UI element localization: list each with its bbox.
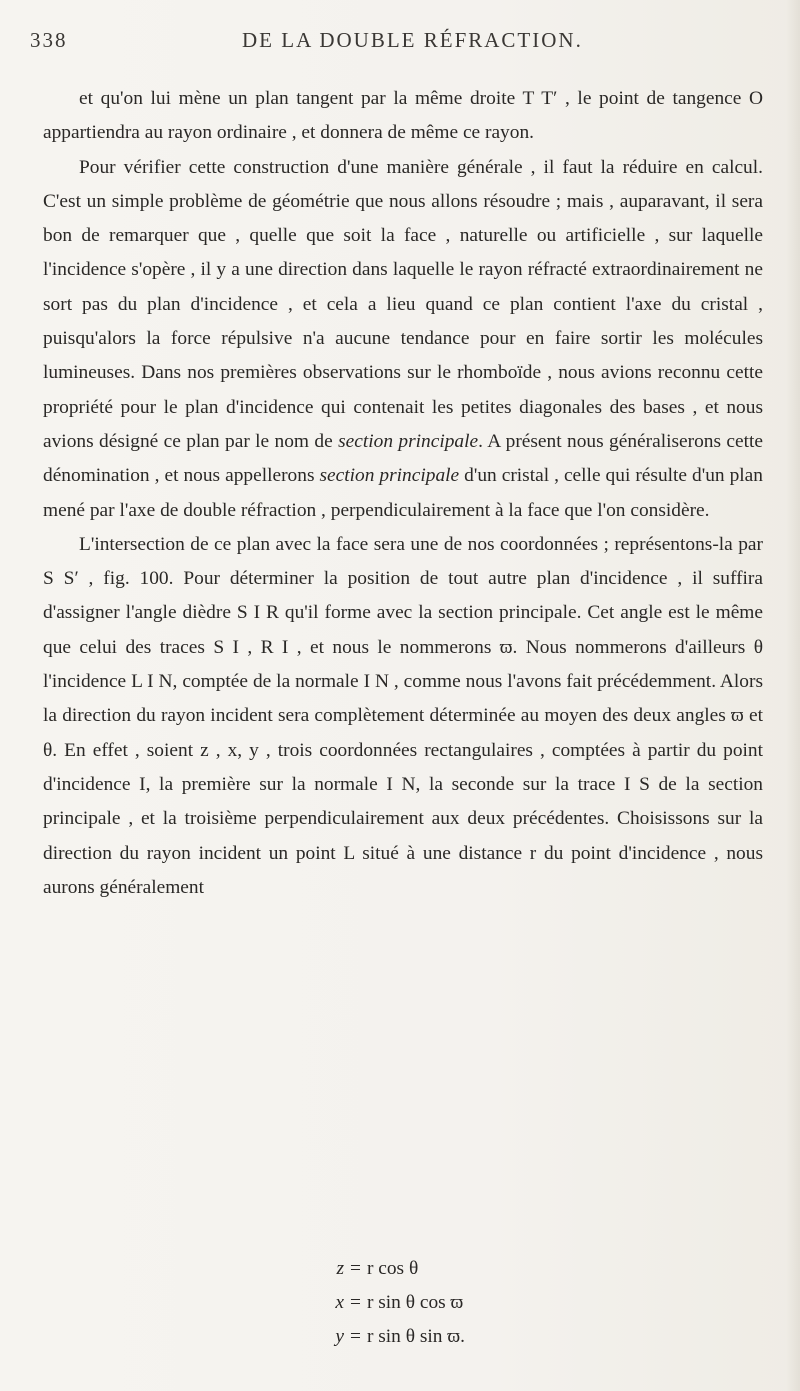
- equation-y: [0, 1326, 800, 1360]
- text-run: Pour vérifier cette construction d'une manière générale , il faut la réduire en calcul. C'est un simple problème de géométrie que nous allons résoudre ; mais , auparavant, il sera bon de remarquer que , quelle que soit la face , naturelle ou artificielle , sur laquelle l'incidence s'opère , il y a une direction dans laquelle le rayon réfracté extraordinairement ne sort pas du plan d'incidence , et cela a lieu quand ce plan contient l'axe du cristal , puisqu'alors la force répulsive n'a aucune tendance pour en faire sortir les molécules lumineuses. Dans nos premières observations sur le rhomboïde , nous avions reconnu cette propriété pour le plan d'incidence qui contenait les petites diagonales des bases , et nous avions désigné ce plan par le nom de: [43, 156, 763, 452]
- text-run: d'un cristal , celle qui résulte d'un plan mené par l'axe de double réfraction , perpendiculairement à la face que l'on considère.: [43, 465, 763, 521]
- text-run: L'intersection de ce plan avec la face sera une de nos coordonnées ; représentons-la par S S′ , fig. 100. Pour déterminer la position de tout autre plan d'incidence , il suffira d'assigner l'angle dièdre S I R qu'il forme avec la section principale. Cet angle est le même que celui des traces S I , R I , et nous le nommerons ϖ. Nous nommerons d'ailleurs θ l'incidence L I N, comptée de la normale I N , comme nous l'avons fait précédemment. Alors la direction du rayon incident sera complètement déterminée au moyen des deux angles ϖ et θ. En effet , soient z , x, y , trois coordonnées rectangulaires , comptées à partir du point d'incidence I, la première sur la normale I N, la seconde sur la trace I S de la section principale , et la troisième perpendiculairement aux deux précédentes. Choisissons sur la direction du rayon incident un point L situé à une distance r du point d'incidence , nous aurons généralement: [43, 533, 763, 898]
- equation-variable: y: [335, 1326, 344, 1347]
- body-text: [43, 82, 763, 905]
- paragraph: [43, 528, 763, 905]
- page-edge-shadow: [786, 0, 800, 1391]
- running-title: DE LA DOUBLE RÉFRACTION.: [242, 28, 583, 52]
- text-run: et qu'on lui mène un plan tangent par la même droite T T′ , le point de tangence O appartiendra au rayon ordinaire , et donnera de même ce rayon.: [43, 88, 763, 144]
- equation-variable: x: [335, 1292, 344, 1313]
- italic-term: section principale: [319, 465, 460, 487]
- equation-expression: r sin θ sin ϖ.: [366, 1326, 465, 1347]
- equation-block: [0, 1258, 800, 1360]
- equation-equals: =: [350, 1292, 361, 1313]
- text-run: . A présent nous généraliserons cette dénomination , et nous appellerons: [43, 430, 764, 487]
- equation-equals: =: [350, 1326, 361, 1347]
- equation-equals: =: [350, 1258, 361, 1279]
- page-header: [30, 20, 770, 60]
- equation-x: [0, 1292, 800, 1326]
- equation-expression: r sin θ cos ϖ: [366, 1292, 464, 1313]
- equation-variable: z: [336, 1258, 344, 1279]
- equation-z: [0, 1258, 800, 1292]
- page-number: 338: [30, 28, 68, 52]
- equation-expression: r cos θ: [366, 1258, 419, 1279]
- paragraph: [43, 151, 763, 528]
- paragraph: [43, 82, 763, 151]
- italic-term: section principale: [338, 430, 479, 452]
